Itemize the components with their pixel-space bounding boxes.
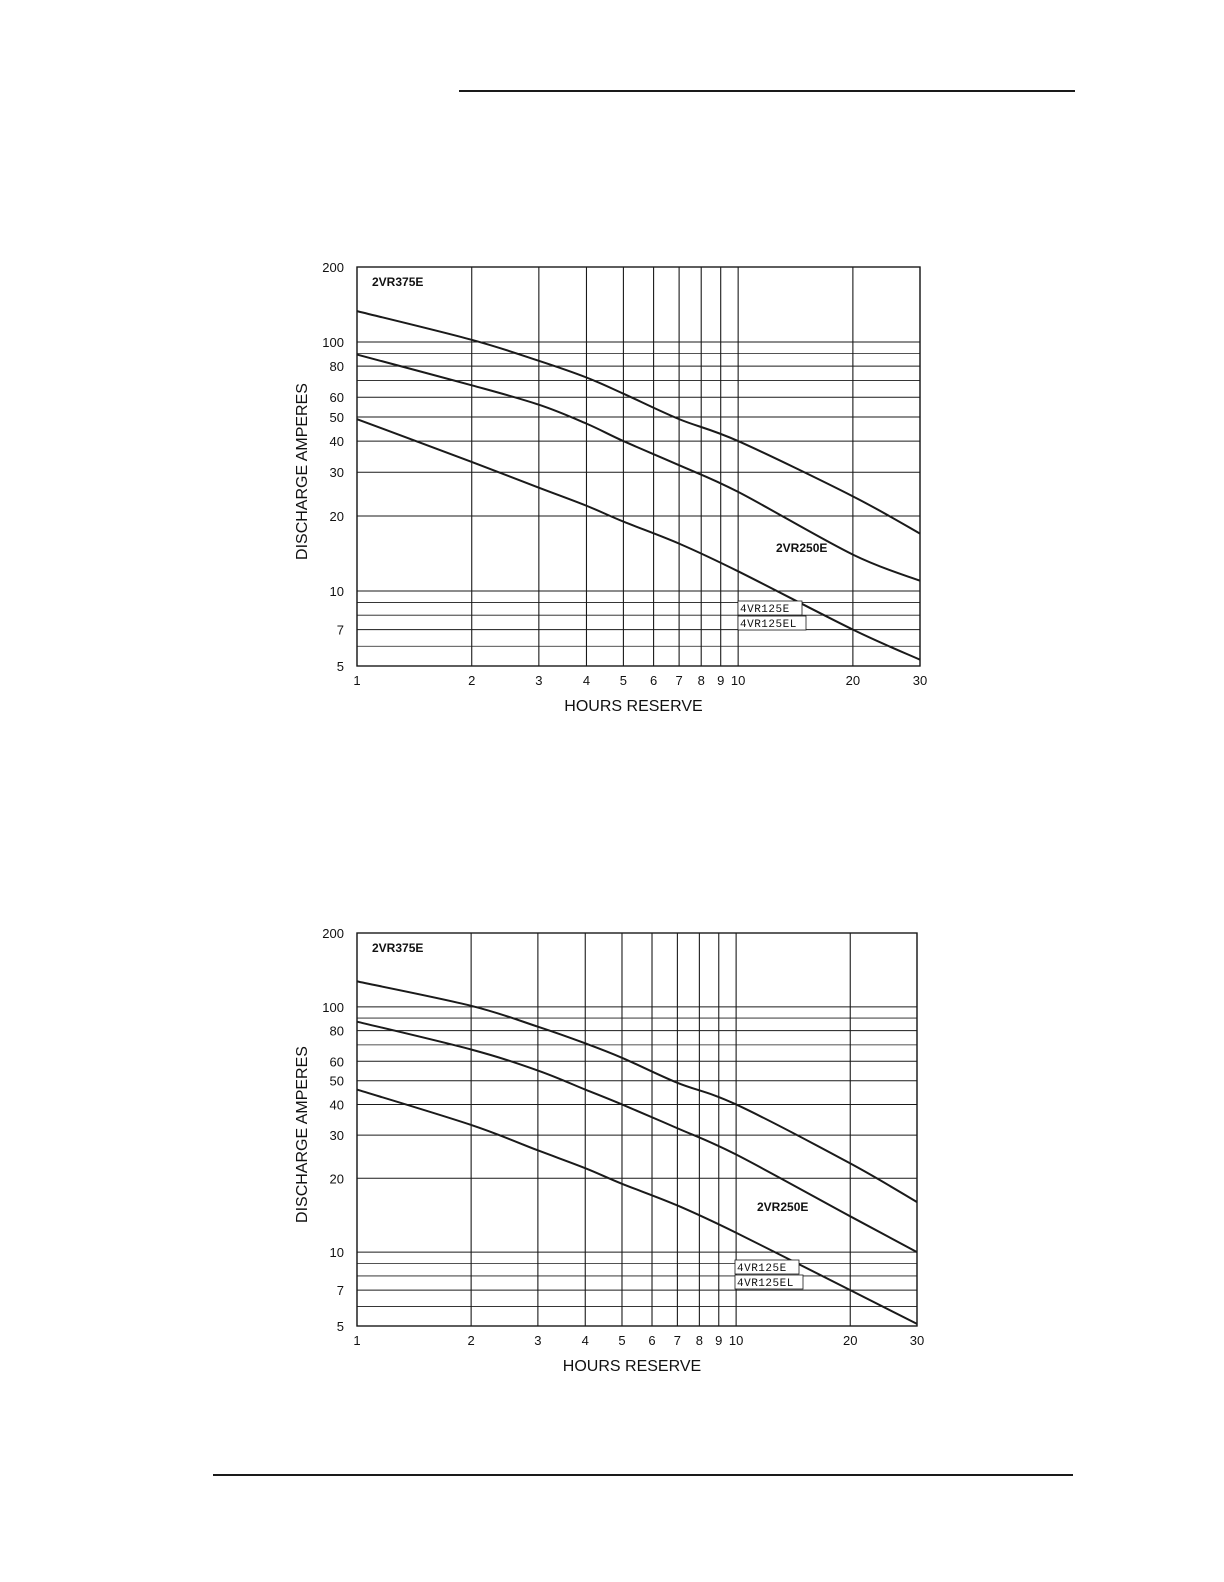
series-label: 4VR125E: [740, 604, 790, 616]
y-tick-label: 80: [329, 359, 344, 375]
x-tick-label: 10: [730, 673, 746, 688]
x-tick-label: 1: [353, 1333, 361, 1348]
y-tick-label: 30: [329, 1128, 344, 1144]
y-tick-label: 7: [336, 622, 344, 638]
discharge-chart-2: [0, 915, 1224, 1435]
header-rule: [459, 90, 1075, 92]
series-line-2vr375e: [357, 311, 920, 534]
x-tick-label: 4: [582, 673, 591, 688]
series-line-4vr125e: [357, 419, 920, 660]
footer-rule: [213, 1474, 1073, 1476]
y-tick-label: 20: [329, 1171, 344, 1187]
y-tick-label: 10: [329, 1245, 344, 1261]
y-tick-label: 10: [329, 584, 344, 600]
plot-frame: [357, 933, 917, 1326]
y-tick-label: 5: [336, 659, 344, 674]
y-tick-label: 50: [329, 1073, 344, 1089]
y-tick-label: 40: [329, 1097, 344, 1113]
series-label: 4VR125EL: [740, 619, 797, 631]
series-label: 2VR250E: [776, 541, 828, 555]
x-tick-label: 9: [715, 1333, 723, 1348]
y-tick-label: 7: [336, 1283, 344, 1299]
y-tick-label: 20: [329, 509, 344, 525]
y-tick-label: 100: [322, 334, 344, 350]
x-tick-label: 2: [467, 1333, 475, 1348]
discharge-chart-1: [0, 250, 1224, 770]
y-tick-label: 30: [329, 465, 344, 481]
y-axis-title: DISCHARGE AMPERES: [294, 1046, 311, 1223]
y-tick-label: 40: [329, 434, 344, 450]
x-tick-label: 8: [695, 1333, 703, 1348]
x-tick-label: 6: [648, 1333, 656, 1348]
series-label: 2VR375E: [372, 941, 424, 955]
grid: [357, 267, 920, 666]
y-tick-label: 200: [322, 926, 344, 941]
y-tick-label: 200: [322, 260, 344, 275]
x-tick-label: 9: [717, 673, 725, 688]
y-tick-label: 60: [329, 390, 344, 406]
x-tick-label: 7: [673, 1333, 682, 1348]
x-axis-title: HOURS RESERVE: [564, 698, 703, 715]
x-tick-label: 6: [649, 673, 658, 688]
series-label: 4VR125E: [737, 1263, 787, 1275]
x-tick-label: 30: [909, 1333, 925, 1348]
y-tick-label: 5: [336, 1319, 344, 1334]
x-tick-label: 5: [618, 1333, 626, 1348]
y-tick-label: 60: [329, 1054, 344, 1070]
x-tick-label: 10: [728, 1333, 744, 1348]
series-label: 2VR250E: [757, 1200, 809, 1214]
x-tick-label: 8: [697, 673, 705, 688]
grid: [357, 933, 917, 1326]
x-tick-label: 5: [619, 673, 628, 688]
y-tick-label: 50: [329, 409, 344, 425]
y-tick-label: 80: [329, 1023, 344, 1039]
series-label: 2VR375E: [372, 275, 424, 289]
plot-frame: [357, 267, 920, 666]
x-tick-label: 1: [353, 673, 361, 688]
y-axis-title: DISCHARGE AMPERES: [294, 383, 311, 560]
x-tick-label: 4: [581, 1333, 589, 1348]
x-tick-label: 30: [912, 673, 928, 688]
x-tick-label: 20: [845, 673, 861, 688]
x-axis-title: HOURS RESERVE: [562, 1358, 702, 1375]
series-line-2vr250e: [357, 355, 920, 581]
x-tick-label: 20: [843, 1333, 858, 1348]
x-tick-label: 3: [534, 1333, 542, 1348]
y-tick-label: 100: [322, 999, 344, 1015]
x-tick-label: 3: [535, 673, 543, 688]
series-line-2vr375e: [357, 981, 917, 1202]
series-label: 4VR125EL: [737, 1278, 794, 1290]
series-line-2vr250e: [357, 1022, 917, 1252]
x-tick-label: 7: [675, 673, 683, 688]
x-tick-label: 2: [468, 673, 476, 688]
